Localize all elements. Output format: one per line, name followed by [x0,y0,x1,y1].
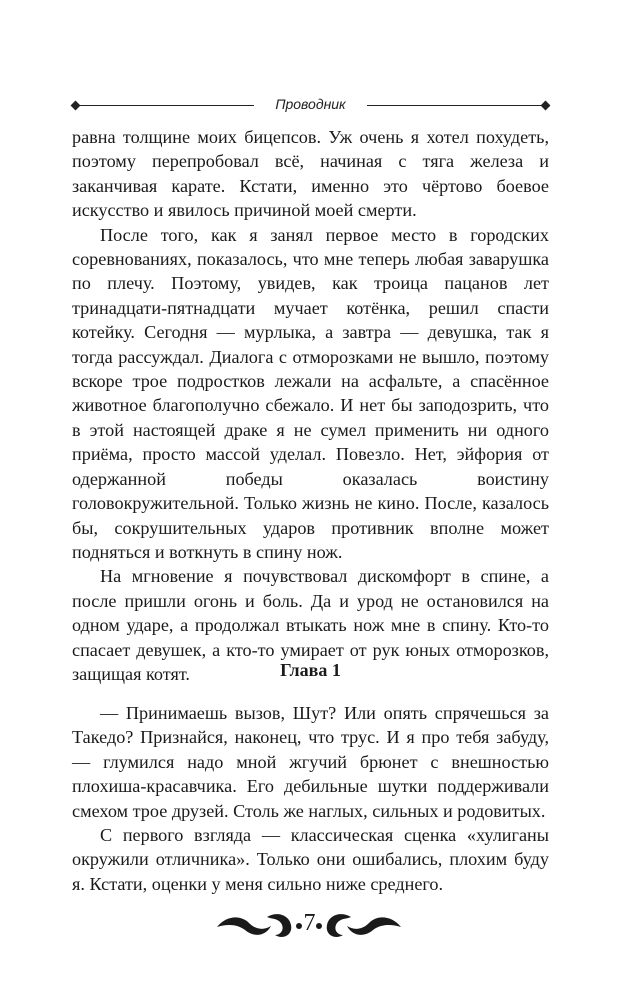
body-text-section-2 [72,701,549,896]
header-rule-right [367,105,545,106]
running-title: Проводник [275,96,346,112]
paragraph: На мгновение я почувствовал дискомфорт в спине, а после пришли огонь и боль. Да и урод не остановился на одном ударе, а продолжал втыкать нож мне в спину. Кто-то спасает девушек, а кто-то умирает от рук юных отморозков, защищая котят. [72,566,549,684]
page-footer [0,908,619,942]
page-number: 7 [303,910,316,936]
paragraph: равна толщине моих бицепсов. Уж очень я хотел похудеть, поэтому перепробовал всё, начиная с тяга железа и заканчивая карате. Кстати, именно это чёртово боевое искусство и явилось причиной моей смерти. [72,127,549,221]
body-text-section-1 [72,125,549,686]
flourish-ornament-right-icon [311,911,403,941]
running-header [72,94,549,118]
paragraph: — Принимаешь вызов, Шут? Или опять спрячешься за Такедо? Признайся, наконец, что трус. И я про тебя забуду, — глумился надо мной жгучий брюнет с внешностью плохиша-красавчика. Его дебильные шутки поддерживали смехом трое друзей. Столь же наглых, сильных и родовитых. [72,703,549,821]
paragraph: После того, как я занял первое место в городских соревнованиях, показалось, что мне теперь любая заварушка по плечу. Поэтому, увидев, как троица пацанов лет тринадцати-пятнадцати мучает котёнка, решил спасти котейку. Сегодня — мурлыка, а завтра — девушка, так я тогда рассуждал. Диалога с отморозками не вышло, поэтому вскоре трое подростков лежали на асфальте, а спасённое животное благополучно сбежало. И нет бы заподозрить, что в этой настоящей драке я не сумел применить ни одного приёма, просто массой уделал. Повезло. Нет, эйфория от одержанной победы оказалась воистину головокружительной. Только жизнь не кино. После, казалось бы, сокрушительных ударов противник вполне может подняться и воткнуть в спину нож. [72,224,549,562]
paragraph: С первого взгляда — классическая сценка «хулиганы окружили отличника». Только они ошибались, плохим буду я. Кстати, оценки у меня сильно ниже среднего. [72,825,549,894]
chapter-title: Глава 1 [280,660,341,680]
